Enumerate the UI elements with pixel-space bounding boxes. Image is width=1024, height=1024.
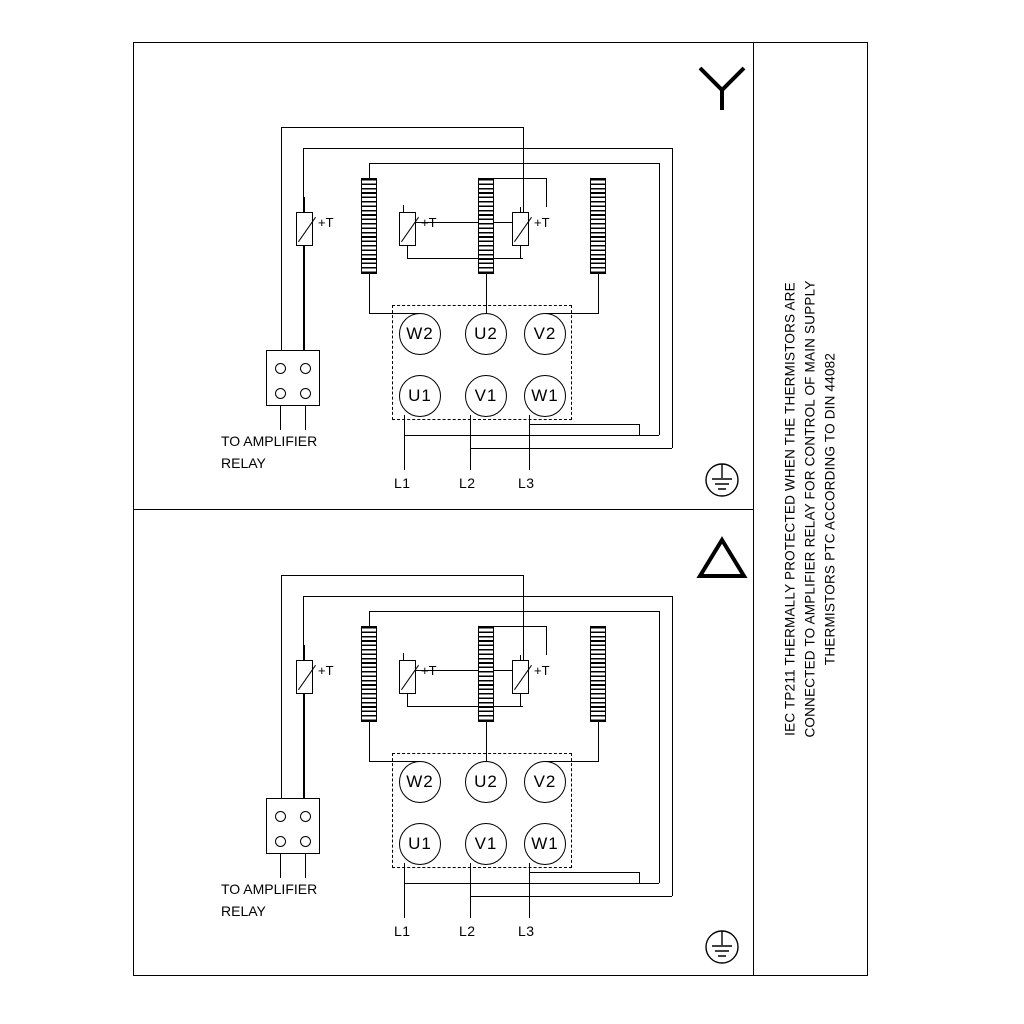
- thermistor-1: [296, 660, 313, 694]
- thermistor-label-3: +T: [534, 215, 550, 230]
- wire-l2: [470, 863, 471, 918]
- wire: [304, 245, 305, 350]
- wire: [486, 626, 546, 627]
- wire: [281, 127, 524, 128]
- earth-ground-symbol: [700, 925, 744, 969]
- winding-coil-1: [361, 626, 377, 722]
- wire: [281, 127, 282, 359]
- thermistor-3: [512, 212, 529, 246]
- delta-triangle-symbol: [694, 534, 750, 580]
- wire: [659, 611, 660, 883]
- phase-label-l1: L1: [394, 923, 411, 939]
- wire: [486, 178, 546, 179]
- wire-l1: [404, 863, 405, 918]
- phase-label-l3: L3: [518, 475, 535, 491]
- wire: [281, 575, 524, 576]
- terminal-w1: W1: [524, 375, 566, 417]
- phase-label-l3: L3: [518, 923, 535, 939]
- winding-coil-2: [478, 626, 494, 722]
- thermistor-2: [399, 660, 416, 694]
- terminal-u2: U2: [465, 313, 507, 355]
- wire: [407, 245, 408, 259]
- wire: [523, 575, 524, 670]
- wire-l1: [404, 415, 405, 470]
- note-column: [753, 42, 868, 976]
- amplifier-label-line1: TO AMPLIFIER: [221, 433, 318, 449]
- phase-label-l1: L1: [394, 475, 411, 491]
- wire: [281, 575, 282, 807]
- wire: [546, 178, 547, 207]
- terminal-w2: W2: [399, 761, 441, 803]
- wire: [659, 163, 660, 435]
- wire: [303, 596, 672, 597]
- wire: [404, 883, 659, 884]
- terminal-w2: W2: [399, 313, 441, 355]
- amplifier-terminal-block: [266, 798, 320, 854]
- note-line-2: CONNECTED TO AMPLIFIER RELAY FOR CONTROL OF MAIN SUPPLY: [802, 280, 818, 738]
- wire: [598, 274, 599, 314]
- wire: [598, 722, 599, 762]
- terminal-u1: U1: [399, 375, 441, 417]
- amplifier-label-line2: RELAY: [221, 903, 266, 919]
- wire: [407, 706, 523, 707]
- wire: [546, 626, 547, 655]
- wire-l2: [470, 415, 471, 470]
- wire: [369, 611, 659, 612]
- winding-coil-3: [590, 178, 606, 274]
- phase-label-l2: L2: [459, 923, 476, 939]
- wire: [305, 854, 306, 878]
- wye-star-symbol: [694, 62, 750, 114]
- thermistor-label-2: +T: [421, 215, 437, 230]
- wire: [407, 693, 408, 707]
- wire: [304, 197, 305, 213]
- wire: [280, 406, 281, 430]
- wire: [520, 693, 521, 707]
- wire: [369, 163, 659, 164]
- winding-coil-3: [590, 626, 606, 722]
- wire: [520, 245, 521, 259]
- wire: [304, 645, 305, 661]
- amplifier-terminal-dot: [275, 388, 286, 399]
- thermistor-label-1: +T: [318, 663, 334, 678]
- note-line-1: IEC TP211 THERMALLY PROTECTED WHEN THE THERMISTORS ARE: [782, 282, 798, 736]
- wire: [369, 274, 370, 314]
- amplifier-terminal-dot: [275, 363, 286, 374]
- wire: [529, 872, 639, 873]
- amplifier-terminal-dot: [300, 811, 311, 822]
- wire: [304, 693, 305, 798]
- terminal-v1: V1: [465, 375, 507, 417]
- wire: [369, 722, 370, 762]
- wire: [470, 896, 672, 897]
- amplifier-terminal-dot: [300, 388, 311, 399]
- wire: [520, 655, 521, 661]
- amplifier-terminal-dot: [275, 811, 286, 822]
- terminal-v1: V1: [465, 823, 507, 865]
- thermistor-label-2: +T: [421, 663, 437, 678]
- wire: [529, 424, 639, 425]
- phase-label-l2: L2: [459, 475, 476, 491]
- winding-coil-2: [478, 178, 494, 274]
- thermistor-label-1: +T: [318, 215, 334, 230]
- wire: [305, 406, 306, 430]
- amplifier-terminal-dot: [275, 836, 286, 847]
- wire: [672, 148, 673, 448]
- thermistor-2: [399, 212, 416, 246]
- thermistor-3: [512, 660, 529, 694]
- thermistor-1: [296, 212, 313, 246]
- amplifier-terminal-dot: [300, 363, 311, 374]
- wire: [523, 127, 524, 222]
- terminal-v2: V2: [524, 313, 566, 355]
- terminal-u1: U1: [399, 823, 441, 865]
- winding-coil-1: [361, 178, 377, 274]
- wire: [407, 258, 523, 259]
- terminal-w1: W1: [524, 823, 566, 865]
- note-line-3: THERMISTORS PTC ACCORDING TO DIN 44082: [822, 352, 838, 666]
- wire: [404, 435, 659, 436]
- wire: [303, 148, 672, 149]
- panel-divider: [133, 509, 753, 510]
- wire: [639, 424, 640, 435]
- amplifier-terminal-dot: [300, 836, 311, 847]
- amplifier-label-line2: RELAY: [221, 455, 266, 471]
- earth-ground-symbol: [700, 458, 744, 502]
- terminal-u2: U2: [465, 761, 507, 803]
- wire: [470, 448, 672, 449]
- thermistor-label-3: +T: [534, 663, 550, 678]
- wire: [520, 207, 521, 213]
- amplifier-terminal-block: [266, 350, 320, 406]
- wire: [672, 596, 673, 896]
- wire: [639, 872, 640, 883]
- amplifier-label-line1: TO AMPLIFIER: [221, 881, 318, 897]
- terminal-v2: V2: [524, 761, 566, 803]
- wire: [280, 854, 281, 878]
